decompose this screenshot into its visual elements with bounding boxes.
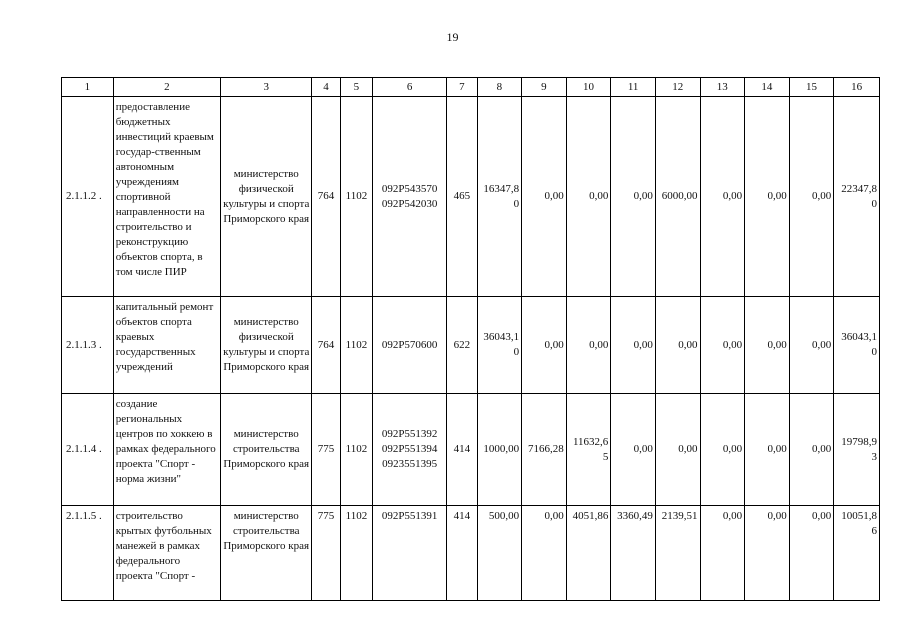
cell-expense-type: 414 <box>447 506 477 601</box>
cell-year-value: 0,00 <box>700 97 745 297</box>
budget-table <box>61 77 880 601</box>
executor: министерство строительства Приморского края <box>221 506 312 601</box>
cell-year-value: 500,00 <box>477 506 522 601</box>
cell-year-value: 0,00 <box>522 297 567 394</box>
cell-year-value: 1000,00 <box>477 394 522 506</box>
cell-year-value: 0,00 <box>522 97 567 297</box>
cell-year-value: 3360,49 <box>611 506 656 601</box>
col-header-12: 12 <box>655 78 700 97</box>
cell-year-value: 0,00 <box>611 97 656 297</box>
cell-target-article: 092Р551391 <box>373 506 447 601</box>
cell-total: 22347,80 <box>834 97 880 297</box>
cell-year-value: 0,00 <box>789 394 834 506</box>
col-header-2: 2 <box>113 78 220 97</box>
row-number: 2.1.1.2 . <box>62 97 114 297</box>
col-header-8: 8 <box>477 78 522 97</box>
row-number: 2.1.1.3 . <box>62 297 114 394</box>
cell-total: 36043,10 <box>834 297 880 394</box>
column-number-row <box>62 78 880 97</box>
cell-expense-type: 622 <box>447 297 477 394</box>
col-header-5: 5 <box>340 78 372 97</box>
cell-grbs: 775 <box>312 506 340 601</box>
cell-year-value: 0,00 <box>700 506 745 601</box>
measure-name: создание региональных центров по хоккею в рамках федерального проекта "Спорт - норма жизни" <box>113 394 220 506</box>
cell-year-value: 4051,86 <box>566 506 611 601</box>
col-header-3: 3 <box>221 78 312 97</box>
measure-name: предоставление бюджетных инвестиций краевым государ-ственным автономным учреждениям спортивной направленности на строительство и реконструкцию объектов спорта, в том числе ПИР <box>113 97 220 297</box>
cell-year-value: 0,00 <box>745 297 790 394</box>
cell-year-value: 0,00 <box>566 297 611 394</box>
col-header-15: 15 <box>789 78 834 97</box>
table-row <box>62 506 880 601</box>
table-row <box>62 97 880 297</box>
table-row <box>62 297 880 394</box>
col-header-4: 4 <box>312 78 340 97</box>
cell-year-value: 16347,80 <box>477 97 522 297</box>
cell-section: 1102 <box>340 297 372 394</box>
cell-grbs: 764 <box>312 297 340 394</box>
col-header-16: 16 <box>834 78 880 97</box>
cell-year-value: 0,00 <box>655 394 700 506</box>
cell-expense-type: 414 <box>447 394 477 506</box>
executor: министерство физической культуры и спорта Приморского края <box>221 97 312 297</box>
cell-target-article: 092Р543570 092Р542030 <box>373 97 447 297</box>
cell-expense-type: 465 <box>447 97 477 297</box>
cell-year-value: 0,00 <box>655 297 700 394</box>
cell-year-value: 2139,51 <box>655 506 700 601</box>
cell-year-value: 7166,28 <box>522 394 567 506</box>
cell-year-value: 0,00 <box>700 297 745 394</box>
table-row <box>62 394 880 506</box>
cell-year-value: 0,00 <box>789 506 834 601</box>
col-header-1: 1 <box>62 78 114 97</box>
cell-year-value: 0,00 <box>745 394 790 506</box>
cell-year-value: 0,00 <box>566 97 611 297</box>
cell-section: 1102 <box>340 97 372 297</box>
executor: министерство строительства Приморского края <box>221 394 312 506</box>
cell-grbs: 764 <box>312 97 340 297</box>
cell-year-value: 0,00 <box>611 297 656 394</box>
cell-year-value: 11632,65 <box>566 394 611 506</box>
cell-grbs: 775 <box>312 394 340 506</box>
col-header-10: 10 <box>566 78 611 97</box>
cell-section: 1102 <box>340 394 372 506</box>
col-header-9: 9 <box>522 78 567 97</box>
cell-total: 10051,86 <box>834 506 880 601</box>
budget-table-container <box>61 77 880 602</box>
cell-year-value: 36043,10 <box>477 297 522 394</box>
cell-year-value: 0,00 <box>611 394 656 506</box>
cell-target-article: 092Р570600 <box>373 297 447 394</box>
cell-year-value: 6000,00 <box>655 97 700 297</box>
cell-year-value: 0,00 <box>745 97 790 297</box>
page-number: 19 <box>446 30 459 44</box>
cell-target-article: 092Р551392 092Р551394 0923551395 <box>373 394 447 506</box>
measure-name: строительство крытых футбольных манежей в рамках федерального проекта "Спорт - <box>113 506 220 601</box>
col-header-14: 14 <box>745 78 790 97</box>
cell-section: 1102 <box>340 506 372 601</box>
row-number: 2.1.1.4 . <box>62 394 114 506</box>
cell-year-value: 0,00 <box>745 506 790 601</box>
cell-year-value: 0,00 <box>522 506 567 601</box>
measure-name: капитальный ремонт объектов спорта краевых государственных учреждений <box>113 297 220 394</box>
col-header-13: 13 <box>700 78 745 97</box>
col-header-11: 11 <box>611 78 656 97</box>
cell-year-value: 0,00 <box>789 97 834 297</box>
cell-total: 19798,93 <box>834 394 880 506</box>
cell-year-value: 0,00 <box>700 394 745 506</box>
col-header-6: 6 <box>373 78 447 97</box>
row-number: 2.1.1.5 . <box>62 506 114 601</box>
cell-year-value: 0,00 <box>789 297 834 394</box>
col-header-7: 7 <box>447 78 477 97</box>
executor: министерство физической культуры и спорта Приморского края <box>221 297 312 394</box>
